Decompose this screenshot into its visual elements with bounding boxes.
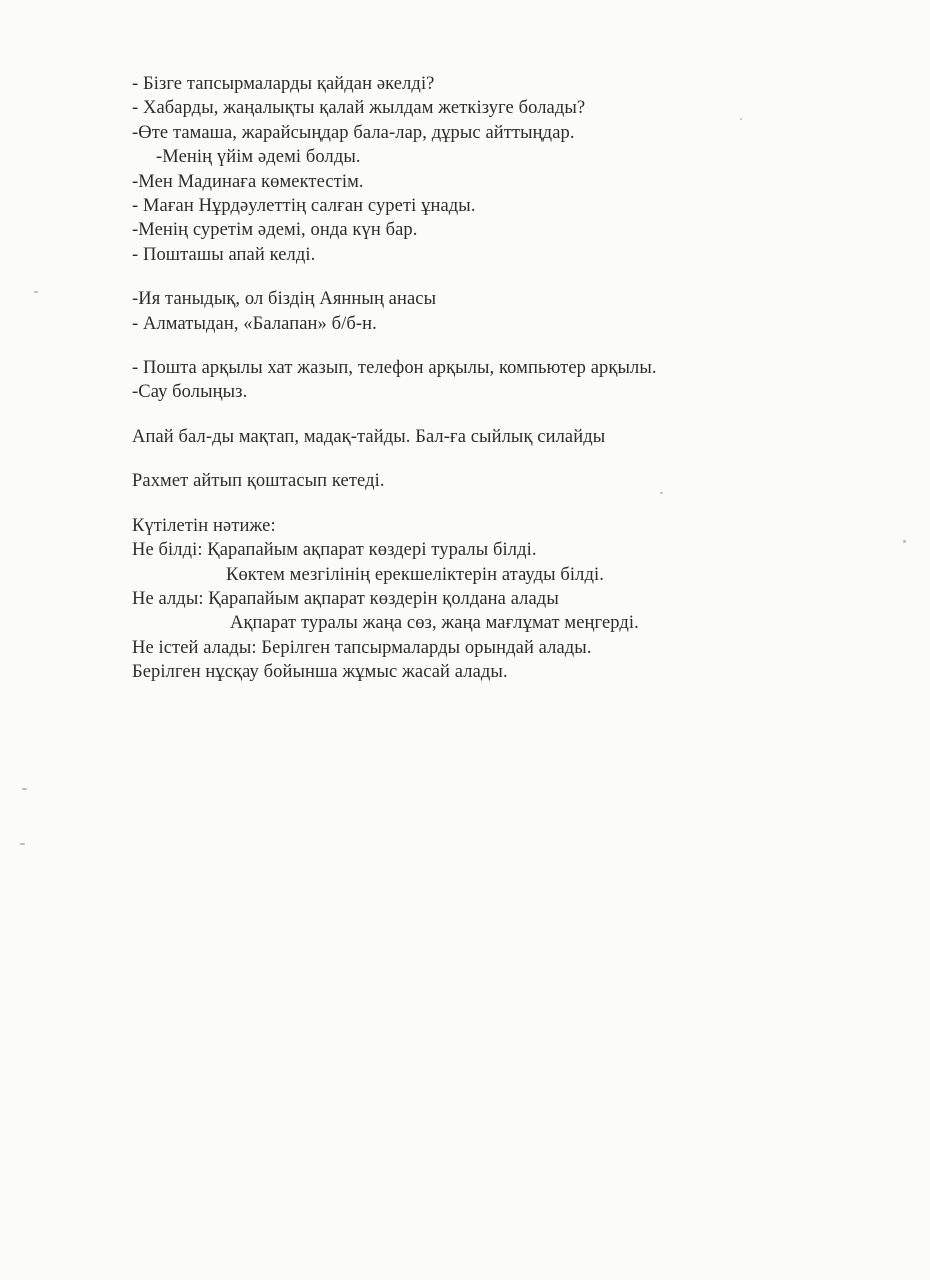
- answer-line-1: -Ия таныдық, ол біздің Аянның анасы: [132, 289, 437, 310]
- scan-speck: [20, 843, 25, 845]
- dialogue-line-7: -Менің суретім әдемі, онда күн бар.: [132, 220, 418, 241]
- dialogue-line-4: -Менің үйім әдемі болды.: [156, 147, 361, 168]
- document-body: [132, 72, 892, 685]
- scan-speck: [22, 788, 27, 790]
- dialogue-line-2: - Хабарды, жаңалықты қалай жылдам жеткізуге болады?: [132, 98, 586, 119]
- spacer: [132, 449, 892, 469]
- scan-speck: [34, 291, 38, 293]
- scan-speck: [660, 492, 663, 494]
- outcome-can-do: Не істей алады: Берілген тапсырмаларды орындай алады.: [132, 637, 592, 658]
- outcome-can-do-continued: Берілген нұсқау бойынша жұмыс жасай алады.: [132, 662, 508, 683]
- outcome-learned-continued: Ақпарат туралы жаңа сөз, жаңа мағлұмат меңгерді.: [230, 613, 639, 634]
- outcome-learned: Не алды: Қарапайым ақпарат көздерін қолдана алады: [132, 588, 559, 609]
- spacer: [132, 336, 892, 356]
- praise-line: Апай бал-ды мақтап, мадақ-тайды. Бал-ға сыйлық силайды: [132, 426, 606, 447]
- dialogue-line-3: -Өте тамаша, жарайсыңдар бала-лар, дұрыс айттыңдар.: [132, 122, 575, 143]
- dialogue-line-8: - Пошташы апай келді.: [132, 244, 316, 265]
- scan-speck: [740, 118, 742, 120]
- spacer: [132, 405, 892, 425]
- spacer: [132, 267, 892, 287]
- answer-line-2: - Алматыдан, «Балапан» б/б-н.: [132, 313, 377, 334]
- scan-speck: [903, 540, 906, 543]
- outcome-heading: Күтілетін нәтиже:: [132, 515, 276, 536]
- closing-line-1: - Пошта арқылы хат жазып, телефон арқылы, компьютер арқылы.: [132, 358, 657, 379]
- closing-line-2: -Сау болыңыз.: [132, 382, 248, 403]
- spacer: [132, 494, 892, 514]
- outcome-knows-continued: Көктем мезгілінің ерекшеліктерін атауды білді.: [226, 564, 604, 585]
- dialogue-line-6: - Маған Нұрдәулеттің салған суреті ұнады.: [132, 196, 476, 217]
- outcome-knows: Не білді: Қарапайым ақпарат көздері туралы білді.: [132, 540, 537, 561]
- farewell-line: Рахмет айтып қоштасып кетеді.: [132, 471, 385, 492]
- dialogue-line-1: - Бізге тапсырмаларды қайдан әкелді?: [132, 74, 435, 94]
- dialogue-line-5: -Мен Мадинаға көмектестім.: [132, 171, 364, 192]
